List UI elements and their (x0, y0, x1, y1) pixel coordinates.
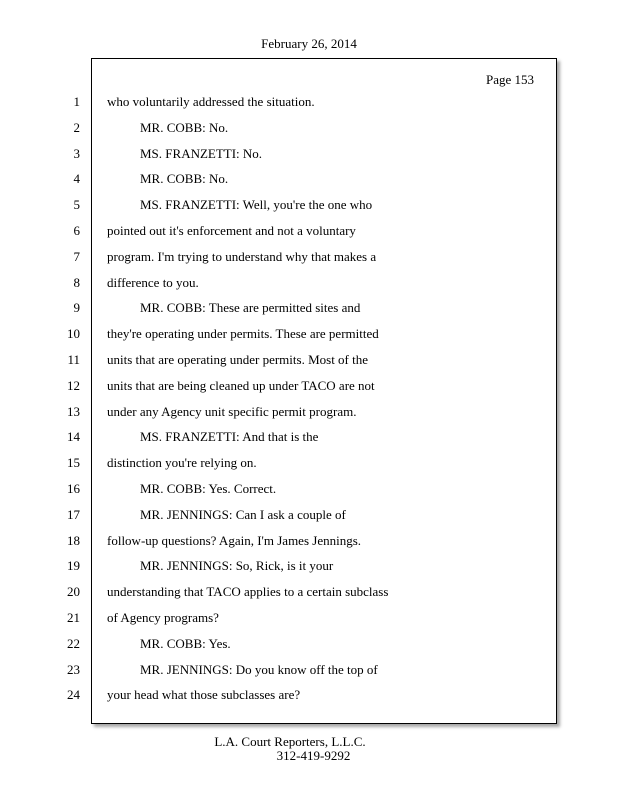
page-number: Page 153 (485, 72, 534, 87)
line-number: 22 (67, 636, 80, 651)
line-text: MS. FRANZETTI: Well, you're the one who (140, 197, 373, 212)
line-text: pointed out it's enforcement and not a voluntary (107, 223, 356, 238)
line-text: your head what those subclasses are? (107, 687, 301, 702)
line-text: MR. COBB: No. (140, 120, 229, 135)
line-number: 16 (67, 481, 80, 496)
line-number: 9 (73, 300, 80, 315)
line-text: units that are operating under permits. Most of the (107, 352, 369, 367)
line-text: MR. JENNINGS: Can I ask a couple of (140, 507, 346, 522)
line-number: 13 (67, 404, 80, 419)
line-text: of Agency programs? (107, 610, 219, 625)
footer-company: L.A. Court Reporters, L.L.C. (214, 734, 366, 749)
line-text: MR. JENNINGS: Do you know off the top of (140, 662, 378, 677)
line-number: 5 (73, 197, 80, 212)
line-number: 14 (67, 429, 80, 444)
line-text: program. I'm trying to understand why that makes a (107, 249, 377, 264)
line-text: follow-up questions? Again, I'm James Jennings. (107, 533, 362, 548)
line-text: MR. JENNINGS: So, Rick, is it your (140, 558, 334, 573)
line-number: 10 (67, 326, 80, 341)
line-text: MS. FRANZETTI: And that is the (140, 429, 319, 444)
line-number: 21 (67, 610, 80, 625)
line-text: understanding that TACO applies to a certain subclass (107, 584, 389, 599)
line-number: 18 (67, 533, 80, 548)
line-number: 11 (67, 352, 80, 367)
line-text: they're operating under permits. These are permitted (107, 326, 379, 341)
line-text: who voluntarily addressed the situation. (107, 94, 315, 109)
line-number: 1 (73, 94, 80, 109)
line-text: MR. COBB: No. (140, 171, 229, 186)
line-number: 8 (73, 275, 80, 290)
line-text: MR. COBB: These are permitted sites and (140, 300, 361, 315)
line-number: 20 (67, 584, 80, 599)
line-text: MR. COBB: Yes. Correct. (140, 481, 277, 496)
line-text: under any Agency unit specific permit program. (107, 404, 357, 419)
line-number: 24 (67, 687, 80, 702)
line-number: 3 (73, 146, 80, 161)
header-date: February 26, 2014 (261, 36, 357, 51)
line-number: 2 (73, 120, 80, 135)
line-number: 19 (67, 558, 80, 573)
line-text: MS. FRANZETTI: No. (140, 146, 263, 161)
line-number: 12 (67, 378, 80, 393)
line-number: 4 (73, 171, 80, 186)
line-number: 23 (67, 662, 80, 677)
line-number: 15 (67, 455, 80, 470)
line-text: units that are being cleaned up under TACO are not (107, 378, 375, 393)
line-text: difference to you. (107, 275, 199, 290)
footer-phone: 312-419-9292 (276, 748, 351, 763)
line-text: distinction you're relying on. (107, 455, 257, 470)
line-number: 7 (73, 249, 80, 264)
line-number: 17 (67, 507, 80, 522)
line-number: 6 (73, 223, 80, 238)
line-text: MR. COBB: Yes. (140, 636, 231, 651)
